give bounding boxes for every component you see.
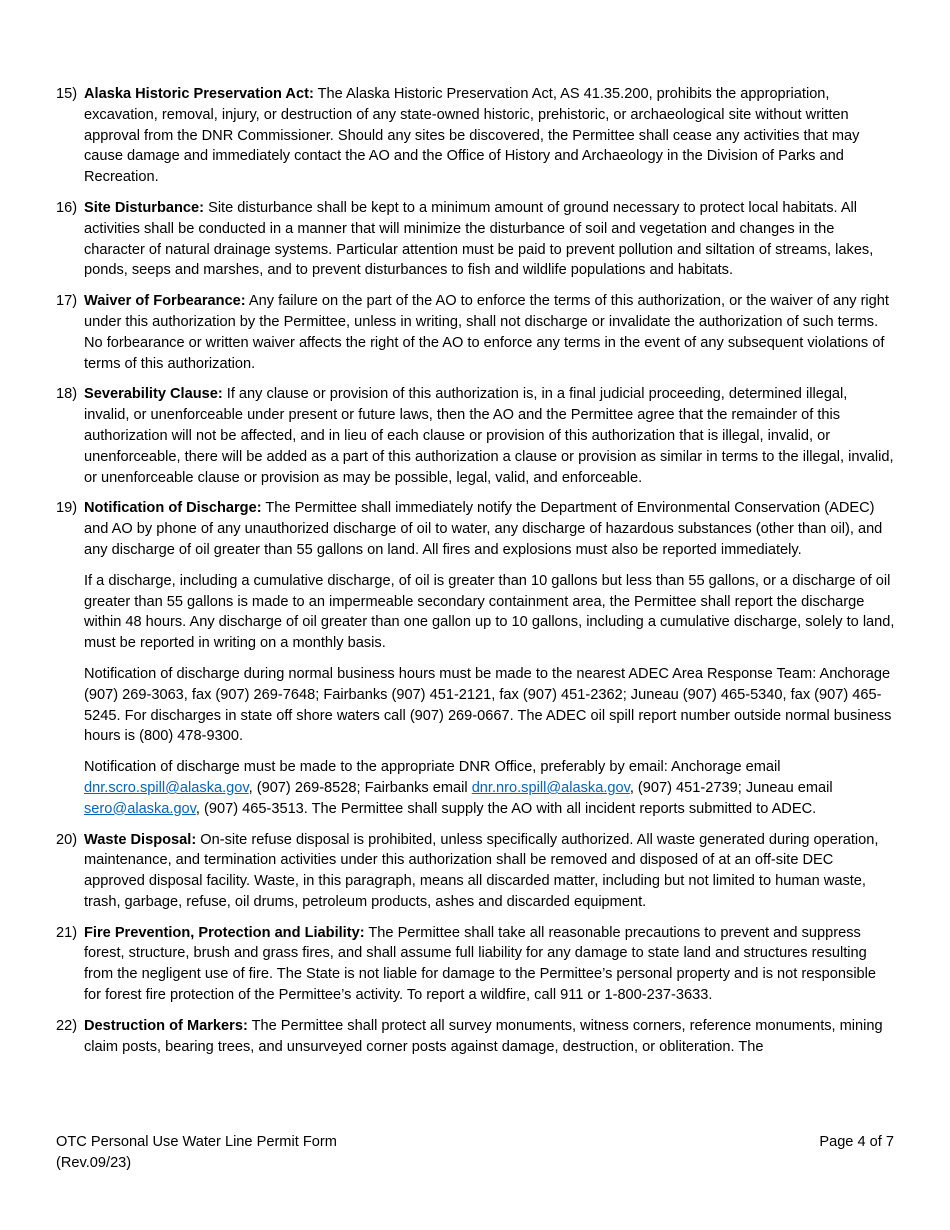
footer-revision: (Rev.09/23) bbox=[56, 1154, 132, 1171]
fairbanks-email-link[interactable]: dnr.nro.spill@alaska.gov bbox=[471, 779, 630, 796]
dnr-text: Notification of discharge must be made to the appropriate DNR Office, preferably by email: Anchorage email bbox=[84, 759, 781, 776]
term-18 bbox=[56, 384, 896, 488]
term-number: 17) bbox=[56, 293, 78, 310]
footer-form-name: OTC Personal Use Water Line Permit Form bbox=[56, 1134, 337, 1150]
term-number: 18) bbox=[56, 386, 78, 403]
term-16 bbox=[56, 198, 896, 281]
term-number: 16) bbox=[56, 199, 78, 216]
term-number: 22) bbox=[56, 1017, 78, 1034]
dnr-contact-paragraph bbox=[84, 757, 896, 819]
term-title: Severability Clause: bbox=[84, 386, 223, 403]
term-number: 21) bbox=[56, 924, 78, 941]
juneau-email-link[interactable]: sero@alaska.gov bbox=[84, 800, 196, 817]
term-19 bbox=[56, 498, 896, 819]
term-body bbox=[84, 291, 896, 374]
dnr-text: , (907) 269-8528; Fairbanks email bbox=[248, 779, 472, 796]
term-number: 20) bbox=[56, 831, 78, 848]
dnr-text: , (907) 465-3513. The Permittee shall supply the AO with all incident reports submitted to ADEC. bbox=[195, 800, 817, 817]
term-title: Alaska Historic Preservation Act: bbox=[84, 86, 314, 102]
term-text: On-site refuse disposal is prohibited, unless specifically authorized. All waste generated during operation, maintenance, and termination activities under this authorization shall be removed and disposed of at an off-site DEC approved disposal facility. Waste, in this paragraph, means all discarded matter, including but not limited to human waste, trash, garbage, refuse, oil drums, petroleum products, ashes and discarded equipment. bbox=[84, 831, 879, 910]
term-title: Waiver of Forbearance: bbox=[84, 293, 246, 310]
permit-terms-list bbox=[56, 84, 896, 1067]
term-body bbox=[84, 923, 896, 1006]
term-title: Fire Prevention, Protection and Liability: bbox=[84, 924, 365, 941]
term-21 bbox=[56, 923, 896, 1006]
discharge-reporting-paragraph: If a discharge, including a cumulative discharge, of oil is greater than 10 gallons but less than 55 gallons, or a discharge of oil greater than 55 gallons is made to an impermeable secondary containment area, the Permittee shall report the discharge within 48 hours. Any discharge of oil greater than one gallon up to 10 gallons, including a cumulative discharge, solely to land, must be reported in writing on a monthly basis. bbox=[84, 572, 895, 652]
term-text: The Permittee shall protect all survey monuments, witness corners, reference monuments, mining claim posts, bearing trees, and unsurveyed corner posts against damage, destruction, or obliteration. The bbox=[84, 1017, 883, 1055]
footer-page-number: Page 4 of 7 bbox=[819, 1134, 894, 1150]
term-title: Site Disturbance: bbox=[84, 199, 205, 216]
anchorage-email-link[interactable]: dnr.scro.spill@alaska.gov bbox=[84, 779, 249, 796]
term-number: 15) bbox=[56, 86, 78, 102]
term-title: Waste Disposal: bbox=[84, 831, 197, 848]
term-body bbox=[84, 384, 896, 488]
dnr-text: , (907) 451-2739; Juneau email bbox=[629, 779, 833, 796]
term-body bbox=[84, 198, 896, 281]
term-text: The Permittee shall take all reasonable precautions to prevent and suppress forest, structure, brush and grass fires, and shall assume full liability for any damage to state land and structures resulting from the negligent use of fire. The State is not liable for damage to the Permittee’s personal property and is not responsible for forest fire protection of the Permittee’s activity. To report a wildfire, call 911 or 1-800-237-3633. bbox=[84, 924, 877, 1004]
term-17 bbox=[56, 291, 896, 374]
term-text: The Alaska Historic Preservation Act, AS 41.35.200, prohibits the appropriation, excavation, removal, injury, or destruction of any state-owned historic, prehistoric, or archaeological site without written approval from the DNR Commissioner. Should any sites be discovered, the Permittee shall cease any activities that may cause damage and immediately contact the AO and the Office of History and Archaeology in the Division of Parks and Recreation. bbox=[84, 86, 860, 186]
term-text: If any clause or provision of this authorization is, in a final judicial proceeding, determined illegal, invalid, or unenforceable under present or future laws, then the AO and the Permittee agree that the remainder of this authorization will not be affected, and in lieu of each clause or provision of this authorization that is illegal, invalid, or unenforceable, there will be added as a part of this authorization a clause or provision as similar in terms to the illegal, invalid, or unenforceable clause or provision as may be possible, legal, valid, and enforceable. bbox=[84, 386, 894, 486]
term-text: Any failure on the part of the AO to enforce the terms of this authorization, or the waiver of any right under this authorization by the Permittee, unless in writing, shall not discharge or invalidate the authorization of such terms. No forbearance or written waiver affects the right of the AO to enforce any terms in the event of any subsequent violations of terms of this authorization. bbox=[84, 293, 889, 372]
term-title: Destruction of Markers: bbox=[84, 1017, 248, 1034]
term-15 bbox=[56, 84, 896, 188]
term-body bbox=[84, 1016, 896, 1058]
term-number: 19) bbox=[56, 500, 78, 517]
term-body bbox=[84, 498, 896, 819]
term-text: The Permittee shall immediately notify the Department of Environmental Conservation (ADEC) and AO by phone of any unauthorized discharge of oil to water, any discharge of hazardous substances (other than oil), and any discharge of oil greater than 55 gallons on land. All fires and explosions must also be reported immediately. bbox=[84, 500, 883, 558]
term-body bbox=[84, 830, 896, 913]
term-body bbox=[84, 84, 896, 188]
term-20 bbox=[56, 830, 896, 913]
footer-form-info bbox=[56, 1132, 337, 1174]
term-22 bbox=[56, 1016, 896, 1058]
adec-contact-paragraph: Notification of discharge during normal business hours must be made to the nearest ADEC Area Response Team: Anchorage (907) 269-3063, fax (907) 269-7648; Fairbanks (907) 451-2121, fax (907) 451-2362; Juneau (907) 465-5340, fax (907) 465-5245. For discharges in state off shore waters call (907) 269-0667. The ADEC oil spill report number outside normal business hours is (800) 478-9300. bbox=[84, 665, 892, 745]
term-text: Site disturbance shall be kept to a minimum amount of ground necessary to protect local habitats. All activities shall be conducted in a manner that will minimize the disturbance of soil and vegetation and changes in the character of natural drainage systems. Particular attention must be paid to prevent pollution and siltation of streams, lakes, ponds, seeps and marshes, and to prevent disturbances to fish and wildlife populations and habitats. bbox=[84, 199, 874, 279]
term-title: Notification of Discharge: bbox=[84, 500, 262, 517]
